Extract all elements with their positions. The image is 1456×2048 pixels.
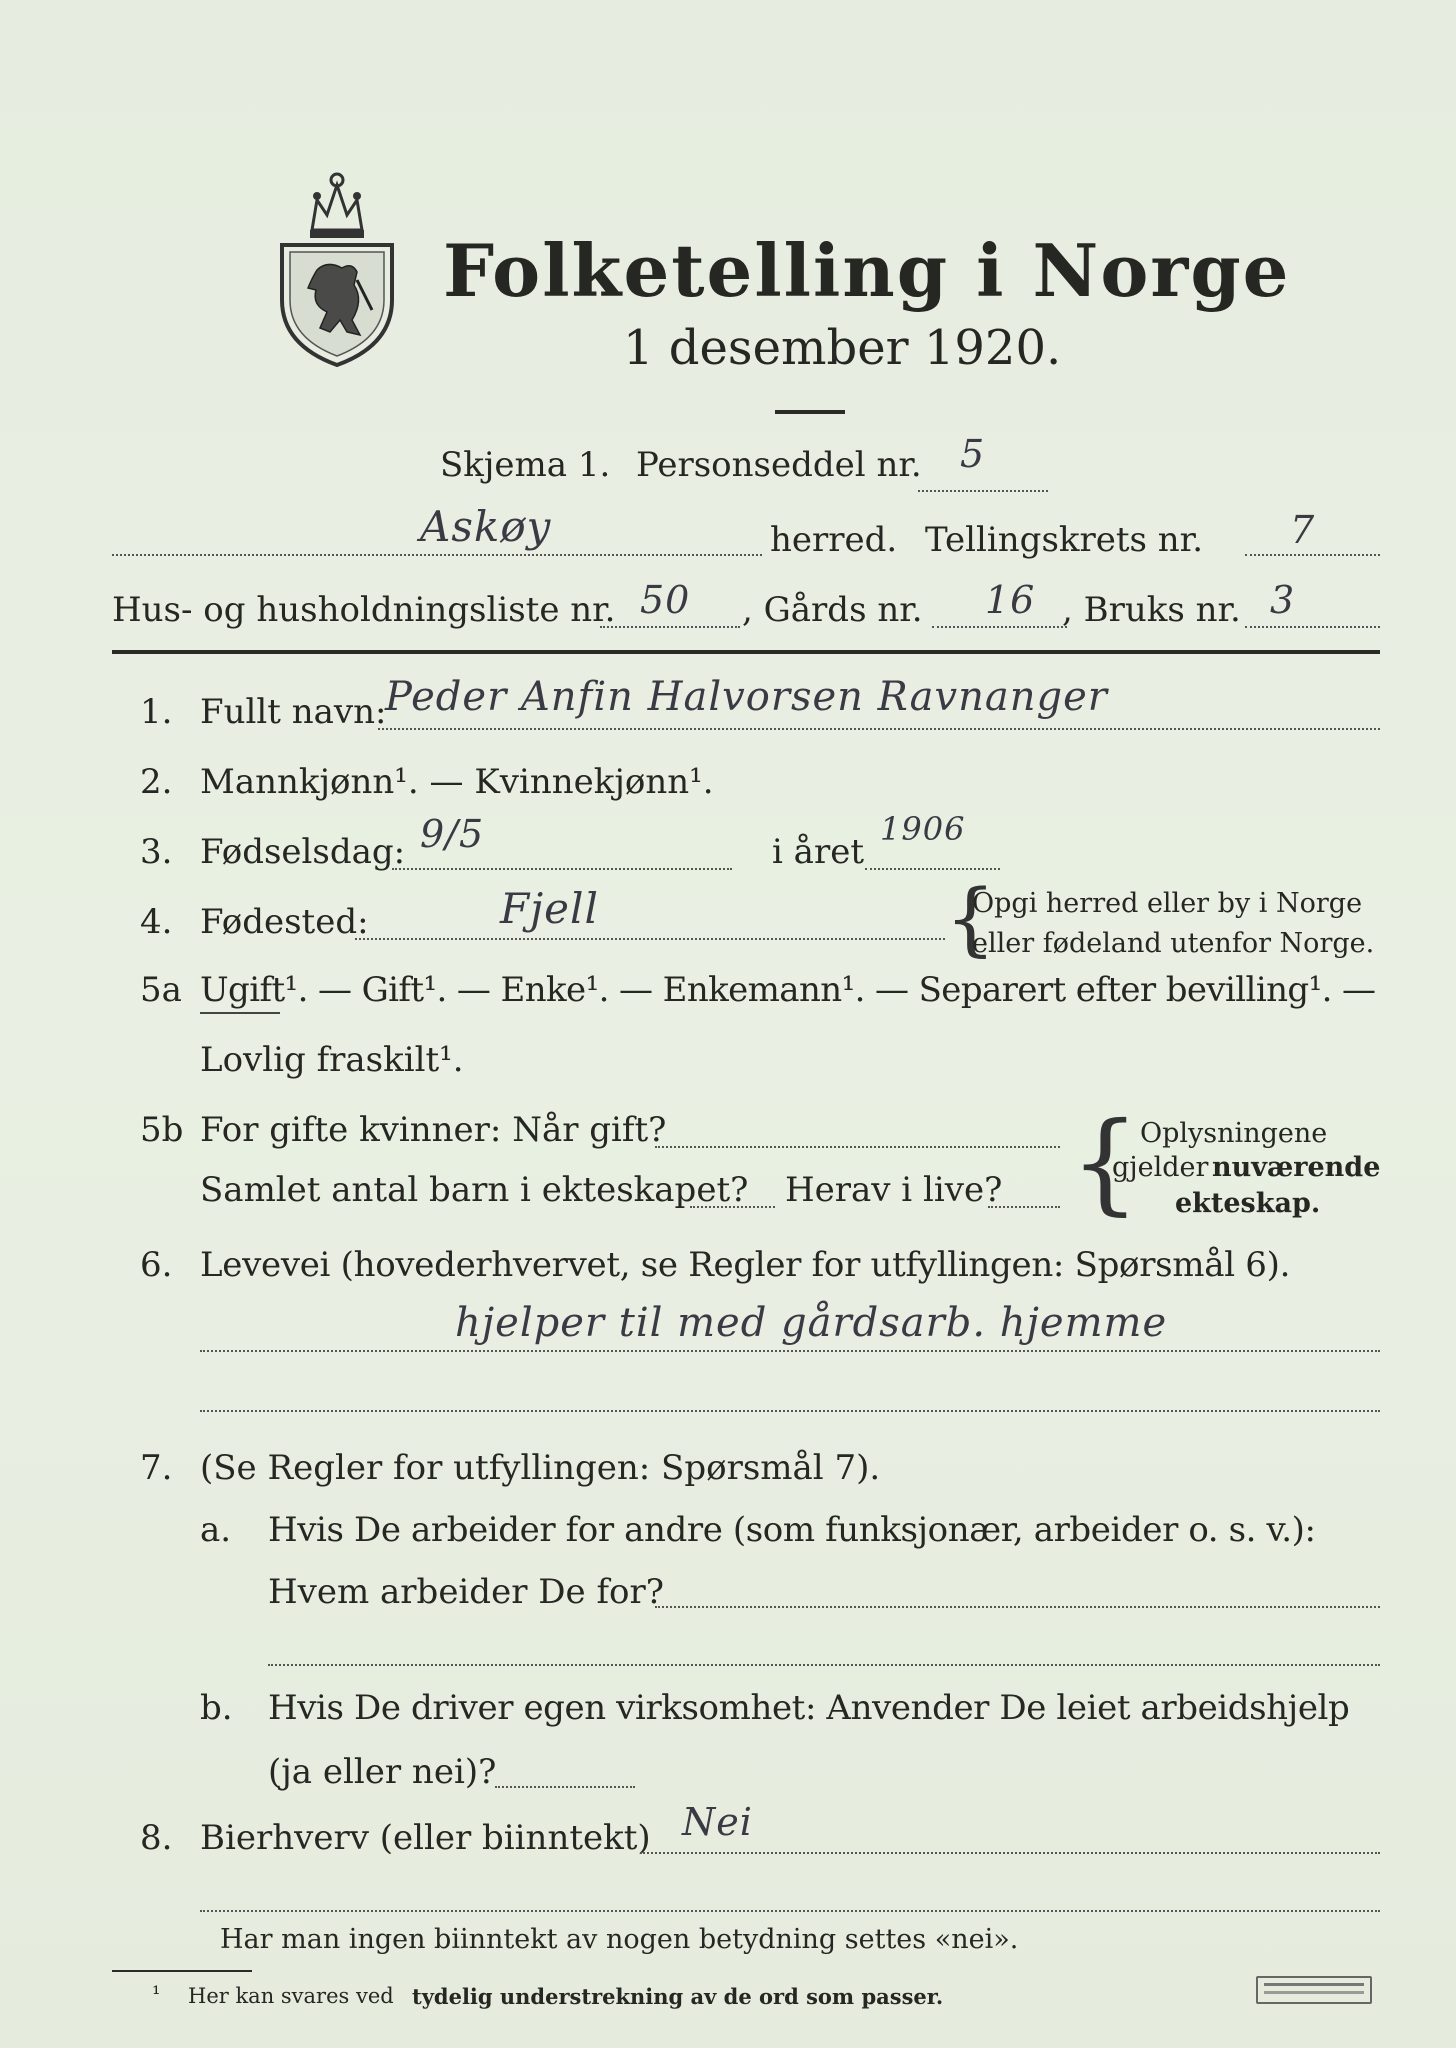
fodested-value: Fjell [500,884,599,933]
bruks-value: 3 [1270,578,1296,622]
herred-value: Askøy [420,502,552,551]
q3-number: 3. [140,832,173,872]
q2-number: 2. [140,762,173,802]
ugift-underline [200,1012,280,1014]
ekteskap-note-3: ekteskap. [1175,1188,1321,1219]
bierhverv-value: Nei [682,1800,753,1844]
herred-label: herred. [770,520,898,560]
ja-eller-nei-label: (ja eller nei)? [268,1752,497,1792]
ekteskap-note-2b: nuværende [1212,1152,1381,1183]
bruks-label: , Bruks nr. [1062,590,1241,630]
tellingskrets-label: Tellingskrets nr. [925,520,1204,560]
gards-value: 16 [985,578,1036,622]
footnote-text-b: tydelig understrekning av de ord som passer. [412,1984,944,2009]
title-divider [775,410,845,414]
q7b-line1: Hvis De driver egen virksomhet: Anvender De leiet arbeidshjelp [268,1688,1350,1728]
footnote-divider [112,1970,252,1972]
fodselsdag-label: Fødselsdag: [200,832,406,872]
herav-i-live-label: Herav i live? [785,1170,1003,1210]
fodselsar-value: 1906 [880,810,966,848]
q7a-line1: Hvis De arbeider for andre (som funksjonær, arbeider o. s. v.): [268,1510,1316,1550]
hus-label: Hus- og husholdningsliste nr. [112,590,616,630]
personseddel-value: 5 [960,432,986,476]
note-brace: { [945,872,996,965]
aret-label: i året [772,832,864,872]
ekteskap-note-1: Oplysningene [1140,1118,1328,1149]
footnote-marker: ¹ [152,1982,161,2006]
hus-value: 50 [640,578,691,622]
tellingskrets-value: 7 [1290,508,1316,552]
antal-barn-label: Samlet antal barn i ekteskapet? [200,1170,749,1210]
q6-number: 6. [140,1245,173,1285]
hvem-arbeider-label: Hvem arbeider De for? [268,1572,664,1612]
fodested-note-line1: Opgi herred eller by i Norge [972,888,1363,919]
census-form: Folketelling i Norge 1 desember 1920. Skjema 1. Personseddel nr. 5 Askøy herred. Tellingskrets nr. 7 Hus- og husholdningsliste nr. 50 , Gårds nr. 16 , Bruks nr. 3 1. Fullt navn: Peder Anfin Halvorsen Ravnanger 2. Mannkjønn¹. — Kvinnekjønn¹. 3. Fødselsdag: 9/5 i året 1906 4. Fødested: Fjell { Opgi herred eller by i Norge eller fødeland utenfor Norge. 5a Ugift¹. — Gift¹. — Enke¹. — Enkemann¹. — Separert efter bevilling¹. — Lovlig fraskilt¹. 5b For gifte kvinner: Når gift? Samlet antal barn i ekteskapet? Herav i live? { Oplysningene gjelder nuværende ekteskap. 6. Levevei (hovederhvervet, se Regler for utfyllingen: Spørsmål 6). hjelper til med gårdsarb. hjemme 7. (Se Regler for utfyllingen: Spørsmål 7). a. Hvis De arbeider for andre (som funksjonær, arbeider o. s. v.): Hvem arbeider De for? b. Hvis De driver egen virksomhet: Anvender De leiet arbeidshjelp (ja eller nei)? 8. Bierhverv (eller biinntekt) Nei Har man ingen biinntekt av nogen betydning settes «nei». ¹ Her kan svares ved tydelig understrekning av de ord som passer. [0,0,1456,2048]
q1-number: 1. [140,692,173,732]
q4-number: 4. [140,902,173,942]
fodested-label: Fødested: [200,902,369,942]
q5a-number: 5a [140,970,182,1010]
bierhverv-label: Bierhverv (eller biinntekt) [200,1818,651,1858]
census-date: 1 desember 1920. [623,320,1062,376]
printer-stamp [1256,1976,1372,2004]
lovlig-fraskilt: Lovlig fraskilt¹. [200,1040,464,1080]
gifte-kvinner-label: For gifte kvinner: Når gift? [200,1110,667,1150]
personseddel-label: Personseddel nr. [636,445,922,485]
footnote-text-a: Her kan svares ved [188,1984,394,2008]
biinntekt-note: Har man ingen biinntekt av nogen betydning settes «nei». [220,1924,1019,1955]
levevei-label: Levevei (hovederhvervet, se Regler for utfyllingen: Spørsmål 6). [200,1245,1291,1285]
q7b-letter: b. [200,1688,233,1728]
fullt-navn-value: Peder Anfin Halvorsen Ravnanger [385,674,1108,720]
sivilstand-options: Ugift¹. — Gift¹. — Enke¹. — Enkemann¹. — Separert efter bevilling¹. — [200,970,1376,1010]
coat-of-arms-icon [272,160,402,370]
q7-number: 7. [140,1448,173,1488]
ekteskap-note-2: gjelder [1112,1152,1209,1183]
levevei-value: hjelper til med gårdsarb. hjemme [455,1300,1168,1346]
q7a-letter: a. [200,1510,232,1550]
kjonn-options: Mannkjønn¹. — Kvinnekjønn¹. [200,762,714,802]
q5b-number: 5b [140,1110,184,1150]
gards-label: , Gårds nr. [742,590,923,630]
form-title: Folketelling i Norge [443,228,1291,313]
fullt-navn-label: Fullt navn: [200,692,387,732]
skjema-label: Skjema 1. [440,445,611,485]
section-divider [112,650,1380,654]
fodselsdag-value: 9/5 [420,812,485,856]
q7-label: (Se Regler for utfyllingen: Spørsmål 7). [200,1448,881,1488]
fodested-note-line2: eller fødeland utenfor Norge. [972,928,1375,959]
q8-number: 8. [140,1818,173,1858]
